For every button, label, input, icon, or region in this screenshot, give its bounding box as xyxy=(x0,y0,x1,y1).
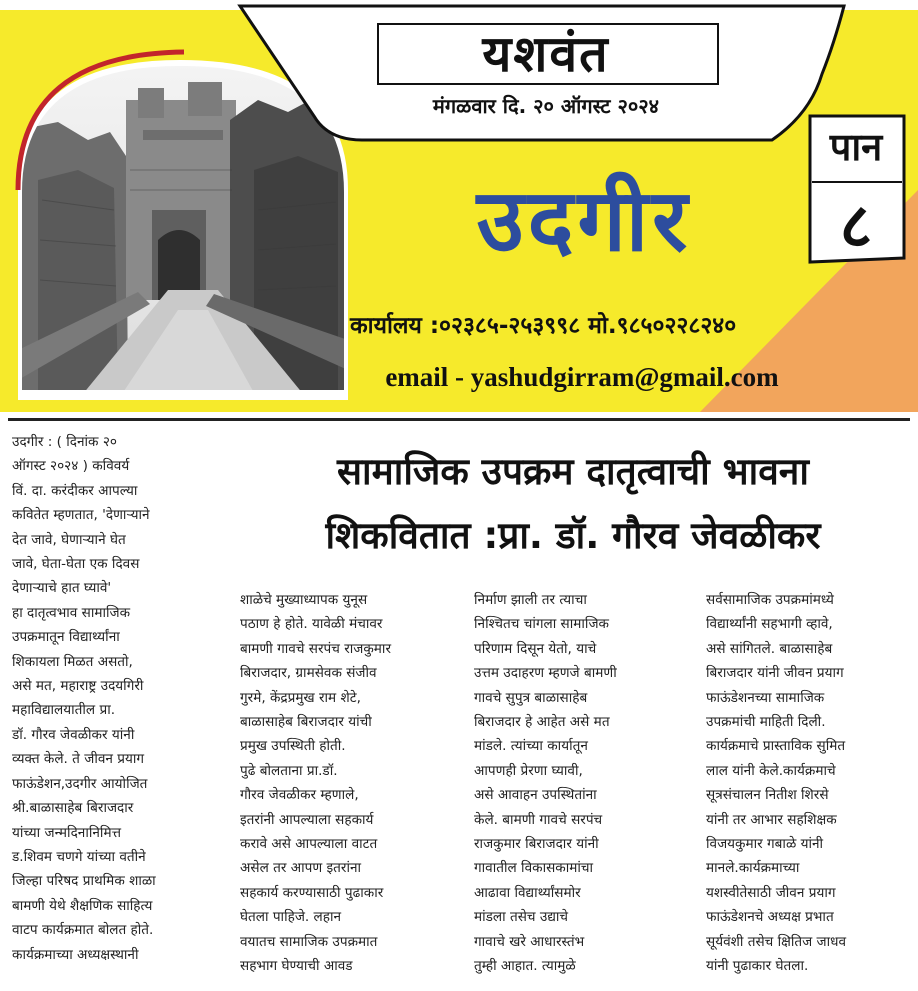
column-text: सर्वसामाजिक उपक्रमांमध्ये विद्यार्थ्यांनी सहभागी व्हावे, असे सांगितले. बाळासाहेब बिराजदार यांनी जीवन प्रयाग फाऊंडेशनच्या सामाजिक उपक्रमांची माहिती दिली. कार्यक्रमाचे प्रास्ताविक सुमित लाल यांनी केले.कार्यक्रमाचे सूत्रसंचालन नितीश शिरसे यांनी तर आभार सहशिक्षक विजयकुमार गबाळे यांनी मानले.कार्यक्रमाच्या यशस्वीतेसाठी जीवन प्रयाग फाऊंडेशनचे अध्यक्ष प्रभात सूर्यवंशी तसेच क्षितिज जाधव यांनी पुढाकार घेतला. xyxy=(706,592,847,975)
headline-line-2: शिकवितात :प्रा. डॉ. गौरव जेवळीकर xyxy=(325,514,821,557)
article-column-2 xyxy=(240,588,468,979)
article-column-4 xyxy=(706,588,916,979)
office-contact: कार्यालय :०२३८५-२५३९९८ मो.९८५०२२८२४० xyxy=(350,313,737,339)
email-contact: email - yashudgirram@gmail.com xyxy=(385,362,779,392)
column-text: शाळेचे मुख्याध्यापक युनूस पठाण हे होते. यावेळी मंचावर बामणी गावचे सरपंच राजकुमार बिराजदार, ग्रामसेवक संजीव गुरमे, केंद्रप्रमुख राम शेटे, बाळासाहेब बिराजदार यांची प्रमुख उपस्थिती होती. पुढे बोलताना प्रा.डॉ. गौरव जेवळीकर म्हणाले, इतरांनी आपल्याला सहकार्य करावे असे आपल्याला वाटत असेल तर आपण इतरांना सहकार्य करण्यासाठी पुढाकार घेतला पाहिजे. लहान वयातच सामाजिक उपक्रमात सहभाग घेण्याची आवड xyxy=(240,592,392,975)
edition-city: उदगीर xyxy=(476,171,692,271)
column-text: उदगीर : ( दिनांक २० ऑगस्ट २०२४ ) कविवर्य विं. दा. करंदीकर आपल्या कवितेत म्हणतात, 'देणाऱ्याने देत जावे, घेणाऱ्याने घेत जावे, घेता-घेता एक दिवस देणाऱ्याचे हात घ्यावे' हा दातृत्वभाव सामाजिक उपक्रमातून विद्यार्थ्यांना शिकायला मिळत असतो, असे मत, महाराष्ट्र उदयगिरी महाविद्यालयातील प्रा. डॉ. गौरव जेवळीकर यांनी व्यक्त केले. ते जीवन प्रयाग फाऊंडेशन,उदगीर आयोजित श्री.बाळासाहेब बिराजदार यांच्या जन्मदिनानिमित्त ड.शिवम चणगे यांच्या वतीने जिल्हा परिषद प्राथमिक शाळा बामणी येथे शैक्षणिक साहित्य वाटप कार्यक्रमात बोलत होते. कार्यक्रमाच्या अध्यक्षस्थानी xyxy=(12,434,156,963)
page-number: ८ xyxy=(839,189,873,262)
masthead xyxy=(0,0,918,412)
page-label: पान xyxy=(829,125,883,169)
article-headline xyxy=(228,440,918,568)
article-column-3 xyxy=(474,588,694,979)
section-divider xyxy=(8,418,910,421)
article-column-1 xyxy=(12,430,220,967)
column-text: निर्माण झाली तर त्याचा निश्चितच चांगला सामाजिक परिणाम दिसून येतो, याचे उत्तम उदाहरण म्हणजे बामणी गावचे सुपुत्र बाळासाहेब बिराजदार हे आहेत असे मत मांडले. त्यांच्या कार्यातून आपणही प्रेरणा घ्यावी, असे आवाहन उपस्थितांना केले. बामणी गावचे सरपंच राजकुमार बिराजदार यांनी गावातील विकासकामांचा आढावा विद्यार्थ्यांसमोर मांडला तसेच उद्याचे गावाचे खरे आधारस्तंभ तुम्ही आहात. त्यामुळे xyxy=(474,592,617,975)
headline-line-1: सामाजिक उपक्रम दातृत्वाची भावना xyxy=(337,450,809,493)
paper-name: यशवंत xyxy=(482,24,610,83)
publication-date: मंगळवार दि. २० ऑगस्ट २०२४ xyxy=(432,94,660,118)
